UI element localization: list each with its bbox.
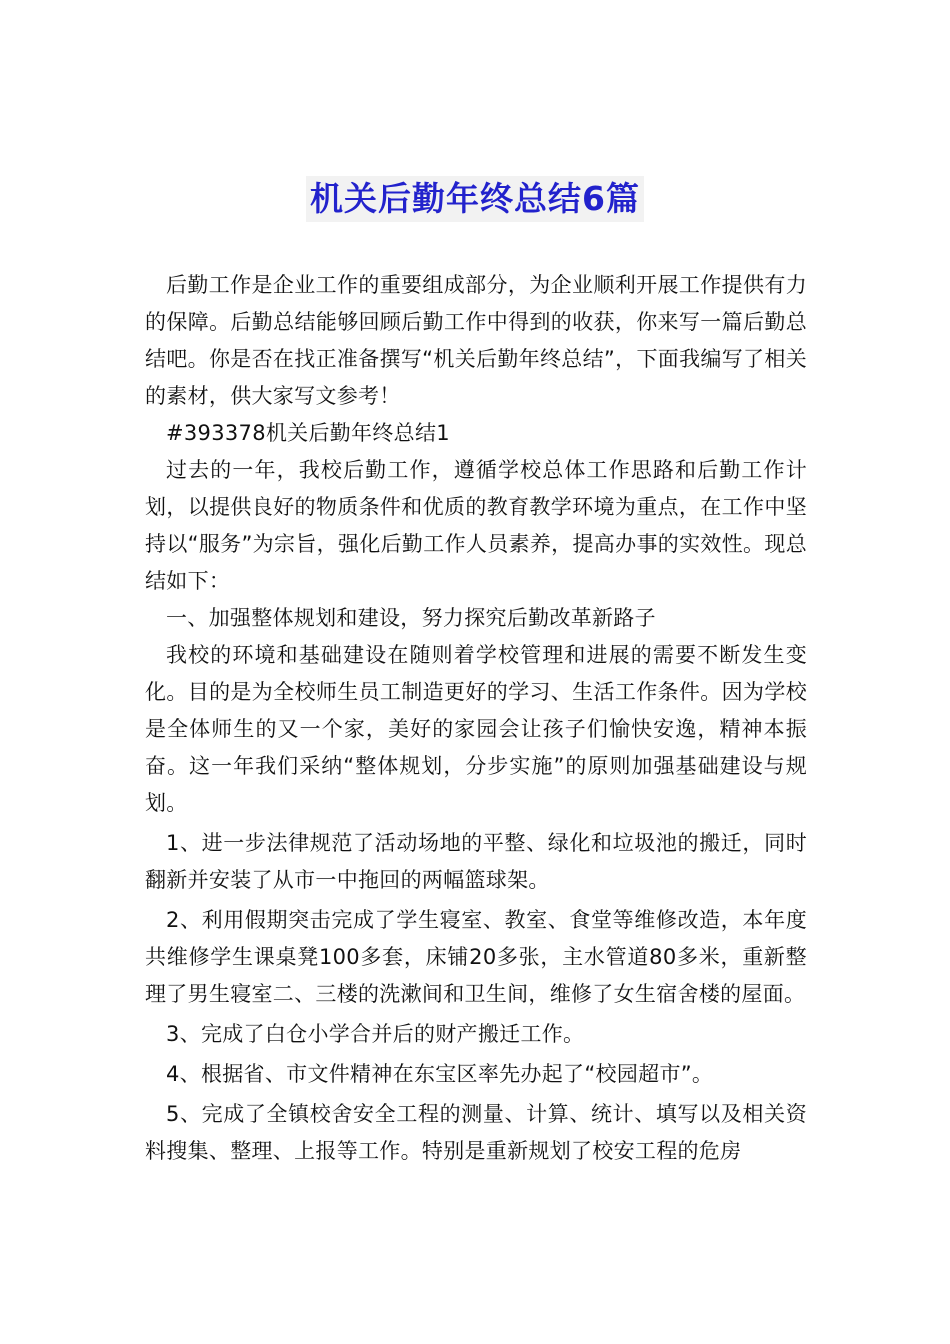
title-container	[0, 176, 950, 222]
paragraph-item-2: 2、利用假期突击完成了学生寝室、教室、食堂等维修改造，本年度共维修学生课桌凳100多套，床铺20多张，主水管道80多米，重新整理了男生寝室二、三楼的洗漱间和卫生间，维修了女生宿舍楼的屋面。	[145, 908, 807, 1006]
document-body	[145, 267, 807, 1170]
paragraph-item-1: 1、进一步法律规范了活动场地的平整、绿化和垃圾池的搬迁，同时翻新并安装了从市一中拖回的两幅篮球架。	[145, 831, 807, 892]
paragraph-overview: 过去的一年，我校后勤工作，遵循学校总体工作思路和后勤工作计划，以提供良好的物质条件和优质的教育教学环境为重点，在工作中坚持以“服务”为宗旨，强化后勤工作人员素养，提高办事的实效性。现总结如下：	[145, 458, 807, 593]
paragraph-environment: 我校的环境和基础建设在随则着学校管理和进展的需要不断发生变化。目的是为全校师生员工制造更好的学习、生活工作条件。因为学校是全体师生的又一个家，美好的家园会让孩子们愉快安逸，精神本振奋。这一年我们采纳“整体规划，分步实施”的原则加强基础建设与规划。	[145, 643, 807, 815]
paragraph-item-5: 5、完成了全镇校舍安全工程的测量、计算、统计、填写以及相关资料搜集、整理、上报等工作。特别是重新规划了校安工程的危房	[145, 1102, 807, 1163]
document-title: 机关后勤年终总结6篇	[306, 176, 644, 222]
paragraph-item-3: 3、完成了白仓小学合并后的财产搬迁工作。	[166, 1022, 585, 1046]
paragraph-item-4: 4、根据省、市文件精神在东宝区率先办起了“校园超市”。	[166, 1062, 714, 1086]
paragraph-heading-one: 一、加强整体规划和建设，努力探究后勤改革新路子	[166, 606, 656, 630]
paragraph-section-heading: #393378机关后勤年终总结1	[166, 421, 450, 445]
paragraph-intro: 后勤工作是企业工作的重要组成部分，为企业顺利开展工作提供有力的保障。后勤总结能够回顾后勤工作中得到的收获，你来写一篇后勤总结吧。你是否在找正准备撰写“机关后勤年终总结”，下面我编写了相关的素材，供大家写文参考！	[145, 273, 807, 408]
